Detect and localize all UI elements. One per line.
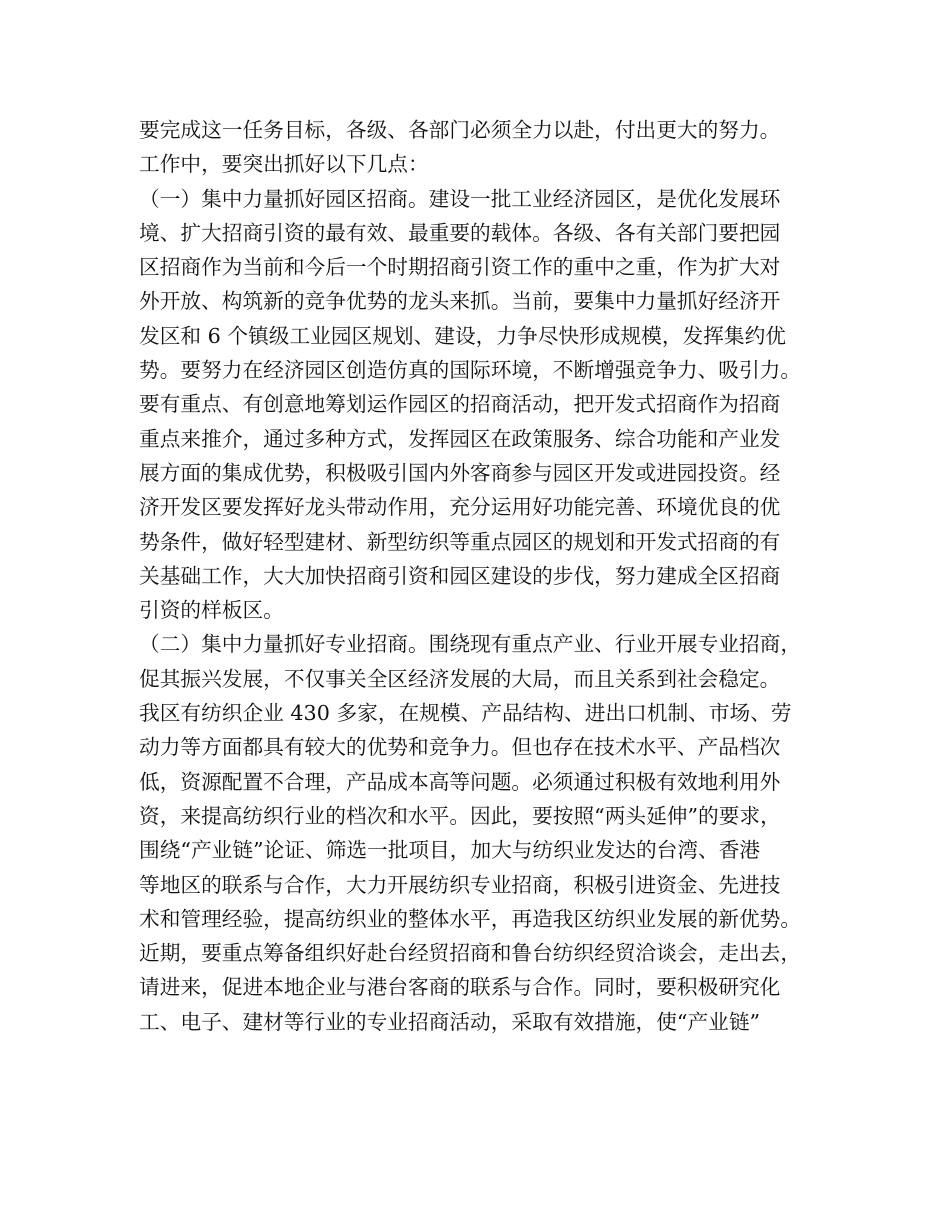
text-line: 引资的样板区。 (139, 598, 284, 623)
text-line: 济开发区要发挥好龙头带动作用，充分运用好功能完善、环境优良的优 (139, 495, 781, 520)
text-line: 工作中，要突出抓好以下几点： (139, 152, 429, 177)
text-line: 近期，要重点筹备组织好赴台经贸招商和鲁台纺织经贸洽谈会，走出去， (139, 941, 802, 966)
text-line: 要有重点、有创意地筹划运作园区的招商活动，把开发式招商作为招商 (139, 392, 781, 417)
text-line: 外开放、构筑新的竞争优势的龙头来抓。当前，要集中力量抓好经济开 (139, 289, 781, 314)
text-line: 围绕“产业链”论证、筛选一批项目，加大与纺织业发达的台湾、香港 (139, 838, 761, 863)
text-line: 资，来提高纺织行业的档次和水平。因此，要按照“两头延伸”的要求， (139, 803, 781, 828)
text-line: 我区有纺织企业 430 多家，在规模、产品结构、进出口机制、市场、劳 (139, 701, 792, 726)
text-line: 发区和 6 个镇级工业园区规划、建设，力争尽快形成规模，发挥集约优 (139, 323, 786, 348)
text-line: （二）集中力量抓好专业招商。围绕现有重点产业、行业开展专业招商， (139, 632, 802, 657)
text-line: 要完成这一任务目标，各级、各部门必须全力以赴，付出更大的努力。 (139, 118, 781, 142)
text-line: 请进来，促进本地企业与港台客商的联系与合作。同时，要积极研究化 (139, 975, 781, 1000)
text-line: 低，资源配置不合理，产品成本高等问题。必须通过积极有效地利用外 (139, 769, 781, 794)
text-line: 区招商作为当前和今后一个时期招商引资工作的重中之重，作为扩大对 (139, 255, 781, 280)
text-line: 动力等方面都具有较大的优势和竞争力。但也存在技术水平、产品档次 (139, 735, 781, 760)
body-text (139, 113, 815, 1039)
text-line: 境、扩大招商引资的最有效、最重要的载体。各级、各有关部门要把园 (139, 220, 781, 245)
text-line: 术和管理经验，提高纺织业的整体水平，再造我区纺织业发展的新优势。 (139, 906, 802, 931)
text-line: 势。要努力在经济园区创造仿真的国际环境，不断增强竞争力、吸引力。 (139, 358, 802, 383)
text-line: 促其振兴发展，不仅事关全区经济发展的大局，而且关系到社会稳定。 (139, 666, 781, 691)
text-line: 势条件，做好轻型建材、新型纺织等重点园区的规划和开发式招商的有 (139, 529, 781, 554)
text-line: 关基础工作，大大加快招商引资和园区建设的步伐，努力建成全区招商 (139, 563, 781, 588)
text-line: （一）集中力量抓好园区招商。建设一批工业经济园区，是优化发展环 (139, 186, 781, 211)
text-line: 工、电子、建材等行业的专业招商活动，采取有效措施，使“产业链” (139, 1009, 761, 1034)
text-line: 等地区的联系与合作，大力开展纺织专业招商，积极引进资金、先进技 (139, 872, 781, 897)
text-line: 展方面的集成优势，积极吸引国内外客商参与园区开发或进园投资。经 (139, 460, 781, 485)
text-line: 重点来推介，通过多种方式，发挥园区在政策服务、综合功能和产业发 (139, 426, 781, 451)
